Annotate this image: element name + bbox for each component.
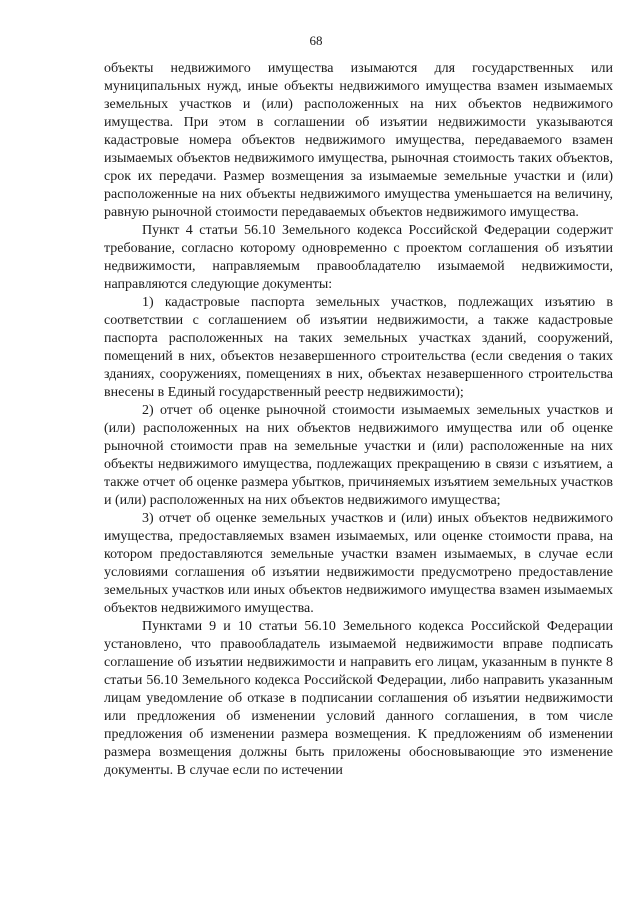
list-item-cadastral-passports: 1) кадастровые паспорта земельных участков, подлежащих изъятию в соответствии с соглашением об изъятии недвижимости, а также кадастровые паспорта расположенных на таких земельных участках зданий, сооружений, помещений в них, объектов незавершенного строительства (если сведения о таких зданиях, сооружениях, помещениях в них, объектах незавершенного строительства внесены в Единый государственный реестр недвижимости); [104,295,613,400]
paragraph-article-4: Пункт 4 статьи 56.10 Земельного кодекса Российской Федерации содержит требование, согласно которому одновременно с проектом соглашения об изъятии недвижимости, направляемым правообладателю изымаемой недвижимости, направляются следующие документы: [104,223,613,292]
page-number: 68 [309,33,323,48]
paragraph-articles-9-10: Пунктами 9 и 10 статьи 56.10 Земельного кодекса Российской Федерации установлено, что правообладатель изымаемой недвижимости вправе подписать соглашение об изъятии недвижимости и направить его лицам, указанным в пункте 8 статьи 56.10 Земельного кодекса Российской Федерации, либо направить указанным лицам уведомление об отказе в подписании соглашения об изъятии недвижимости или предложения об изменении условий данного соглашения, в том числе предложения об изменении размера возмещения. К предложениям об изменении размера возмещения должны быть приложены обосновывающие это изменение документы. В случае если по истечении [104,619,613,778]
document-body [104,60,613,780]
list-item-replacement-valuation-report: 3) отчет об оценке земельных участков и (или) иных объектов недвижимого имущества, предоставляемых взамен изымаемых, или оценке стоимости права, на котором предоставляются земельные участки взамен изымаемых, в случае если условиями соглашения об изъятии недвижимости предусмотрено предоставление земельных участков или иных объектов недвижимого имущества взамен изымаемых объектов недвижимого имущества. [104,511,613,616]
list-item-market-value-report: 2) отчет об оценке рыночной стоимости изымаемых земельных участков и (или) расположенных на них объектов недвижимого имущества или об оценке рыночной стоимости прав на земельные участки и (или) расположенные на них объекты недвижимого имущества, подлежащих прекращению в связи с изъятием, а также отчет об оценке размера убытков, причиняемых изъятием земельных участков и (или) расположенных на них объектов недвижимого имущества; [104,403,613,508]
paragraph-continuation: объекты недвижимого имущества изымаются для государственных или муниципальных нужд, иные объекты недвижимого имущества взамен изымаемых земельных участков и (или) расположенных на них объектов недвижимого имущества. При этом в соглашении об изъятии недвижимости указываются кадастровые номера объектов недвижимого имущества, передаваемого взамен изымаемых объектов недвижимого имущества, рыночная стоимость таких объектов, срок их передачи. Размер возмещения за изымаемые земельные участки и (или) расположенные на них объекты недвижимого имущества уменьшается на величину, равную рыночной стоимости передаваемых объектов недвижимого имущества. [104,61,613,220]
